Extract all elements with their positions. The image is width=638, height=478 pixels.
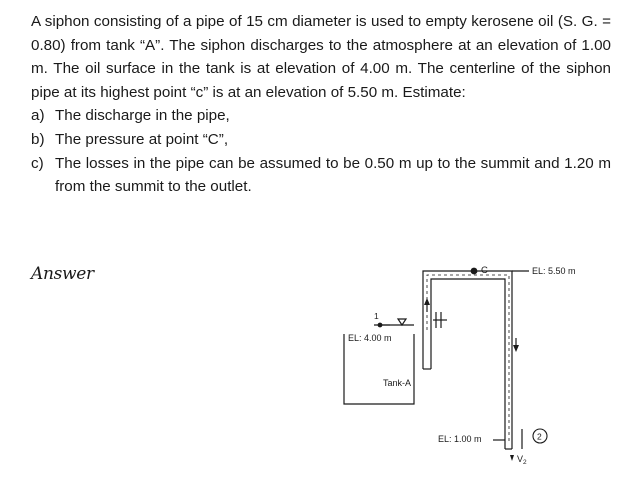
question-marker: b) — [31, 130, 45, 148]
velocity-symbol: V — [517, 454, 524, 464]
point-1-label: 1 — [374, 311, 379, 321]
flow-arrowhead-down — [513, 345, 519, 352]
v2-arrowhead — [510, 455, 514, 461]
el-tank-label: EL: 4.00 m — [348, 333, 392, 343]
siphon-pipe-outer — [431, 279, 505, 449]
velocity-label — [517, 454, 527, 466]
point-c-dot — [471, 268, 478, 275]
question-text: The discharge in the pipe, — [55, 107, 230, 125]
siphon-pipe-inner — [423, 271, 512, 449]
el-outlet-label: EL: 1.00 m — [438, 434, 482, 444]
tank-label: Tank-A — [383, 378, 412, 388]
velocity-subscript: 2 — [523, 459, 527, 466]
point-1-dot — [378, 323, 383, 328]
question-marker: c) — [31, 154, 44, 172]
question-text: The pressure at point “C”, — [55, 130, 229, 148]
question-marker: a) — [31, 107, 45, 125]
point-c-label: C — [481, 265, 488, 276]
question-text: The losses in the pipe can be assumed to be 0.50 m up to the summit and 1.20 m from the summit to the outlet. — [55, 154, 611, 196]
pipe-centerline — [427, 275, 509, 444]
flow-arrowhead-up — [424, 298, 430, 305]
point-2-label: 2 — [537, 431, 542, 442]
surface-triangle — [398, 319, 406, 325]
answer-heading: Answer — [31, 264, 94, 284]
problem-intro: A siphon consisting of a pipe of 15 cm diameter is used to empty kerosene oil (S. G. = 0.80) from tank “A”. The siphon discharges to the atmosphere at an elevation of 1.00 m. The oil surface in the tank is at elevation of 4.00 m. The centerline of the siphon pipe at its highest point “c” is at an elevation of 5.50 m. Estimate: — [31, 13, 611, 101]
el-top-label: EL: 5.50 m — [532, 266, 576, 276]
diagram-lines — [344, 271, 529, 449]
tank-outline — [344, 334, 414, 404]
